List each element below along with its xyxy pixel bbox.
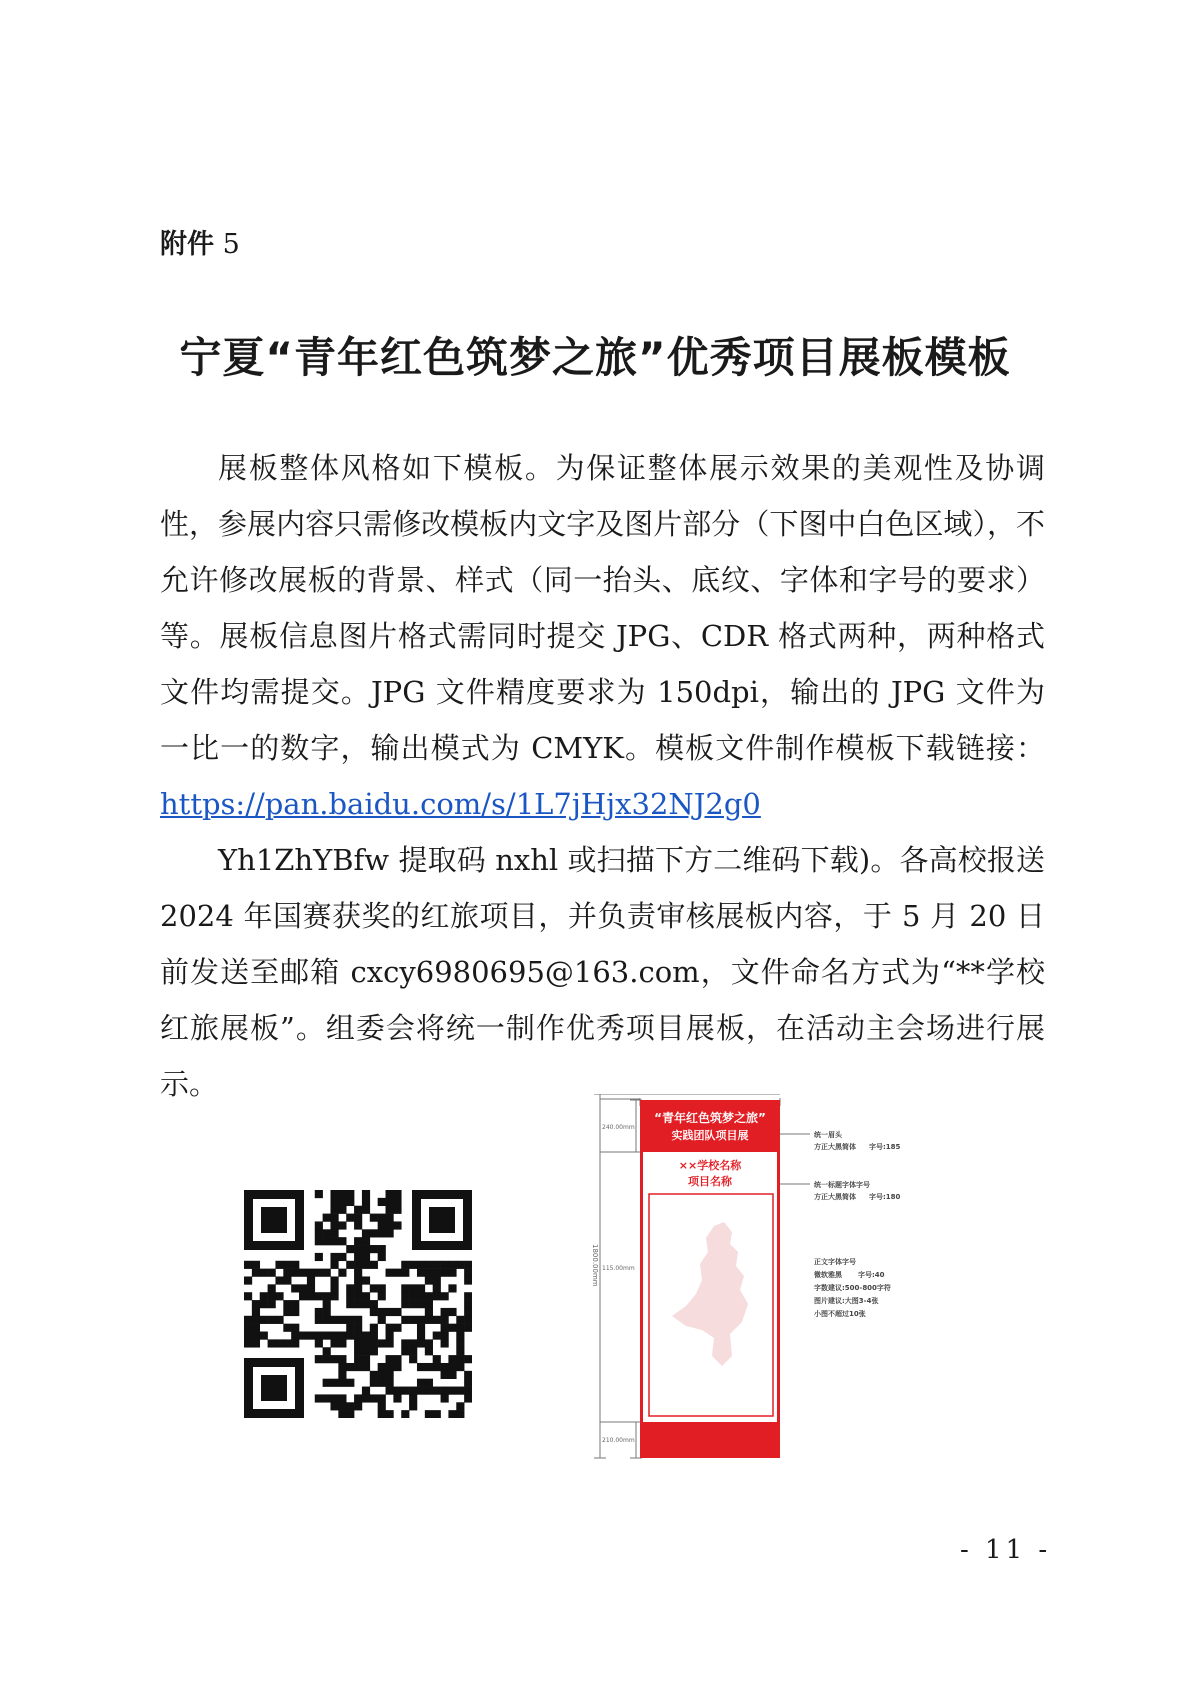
- header-line-2: 实践团队项目展: [671, 1129, 749, 1142]
- note-2-line-2: 方正大黑简体: [814, 1193, 856, 1201]
- paragraph-1-text: 展板整体风格如下模板。为保证整体展示效果的美观性及协调性，参展内容只需修改模板内文字及图片部分（下图中白色区域），不允许修改展板的背景、样式（同一抬头、底纹、字体和字号的要求）等。展板信息图片格式需同时提交 JPG、CDR 格式两种，两种格式文件均需提交。JPG 文件精度要求为 150dpi，输出的 JPG 文件为一比一的数字，输出模式为 CMYK。模板文件制作模板下载链接：: [160, 451, 1045, 765]
- footer-dimension: 210.00mm: [602, 1437, 635, 1444]
- school-name: ××学校名称: [678, 1159, 742, 1172]
- note-1-line-3: 字号:185: [869, 1143, 901, 1151]
- note-2-line-1: 统一标题字体字号: [814, 1181, 870, 1189]
- download-link[interactable]: https://pan.baidu.com/s/1L7jHjx32NJ2g0: [160, 787, 761, 821]
- note-2-line-3: 字号:180: [869, 1193, 901, 1201]
- note-1-line-1: 统一眉头: [814, 1131, 842, 1139]
- note-3-line-3: 字号:40: [858, 1271, 885, 1279]
- qr-code-icon: [244, 1190, 472, 1418]
- page-number: - 11 -: [960, 1535, 1052, 1565]
- page-title: 宁夏“青年红色筑梦之旅”优秀项目展板模板: [179, 333, 1011, 382]
- project-name: 项目名称: [688, 1175, 732, 1188]
- note-3-line-6: 小图不超过10张: [814, 1310, 866, 1318]
- note-3-line-4: 字数建议:500-800字符: [814, 1284, 891, 1292]
- board-footer: [640, 1422, 780, 1458]
- header-dimension: 240.00mm: [602, 1124, 635, 1131]
- paragraph-1: [160, 440, 1045, 832]
- note-3-line-5: 图片建议:大图3-4张: [814, 1297, 879, 1305]
- note-3-line-1: 正文字体字号: [814, 1258, 856, 1266]
- attachment-number: 5: [222, 229, 240, 260]
- paragraph-2: Yh1ZhYBfw 提取码 nxhl 或扫描下方二维码下载)。各高校报送 2024 年国赛获奖的红旅项目，并负责审核展板内容，于 5 月 20 日前发送至邮箱 cxcy6980695@163.com，文件命名方式为“**学校红旅展板”。组委会将统一制作优秀项目展板，在活动主会场进行展示。: [160, 843, 1045, 1101]
- middle-dimension: 115.00mm: [602, 1265, 635, 1272]
- height-dimension: 1800.00mm: [591, 1244, 599, 1287]
- body-text: [160, 440, 1045, 1112]
- note-1-line-2: 方正大黑简体: [814, 1143, 856, 1151]
- header-line-1: “青年红色筑梦之旅”: [654, 1111, 766, 1125]
- attachment-label: [160, 222, 240, 261]
- note-3-line-2: 微软雅黑: [814, 1271, 842, 1279]
- attachment-word: 附件: [160, 229, 214, 260]
- display-board-template: [536, 1094, 1036, 1498]
